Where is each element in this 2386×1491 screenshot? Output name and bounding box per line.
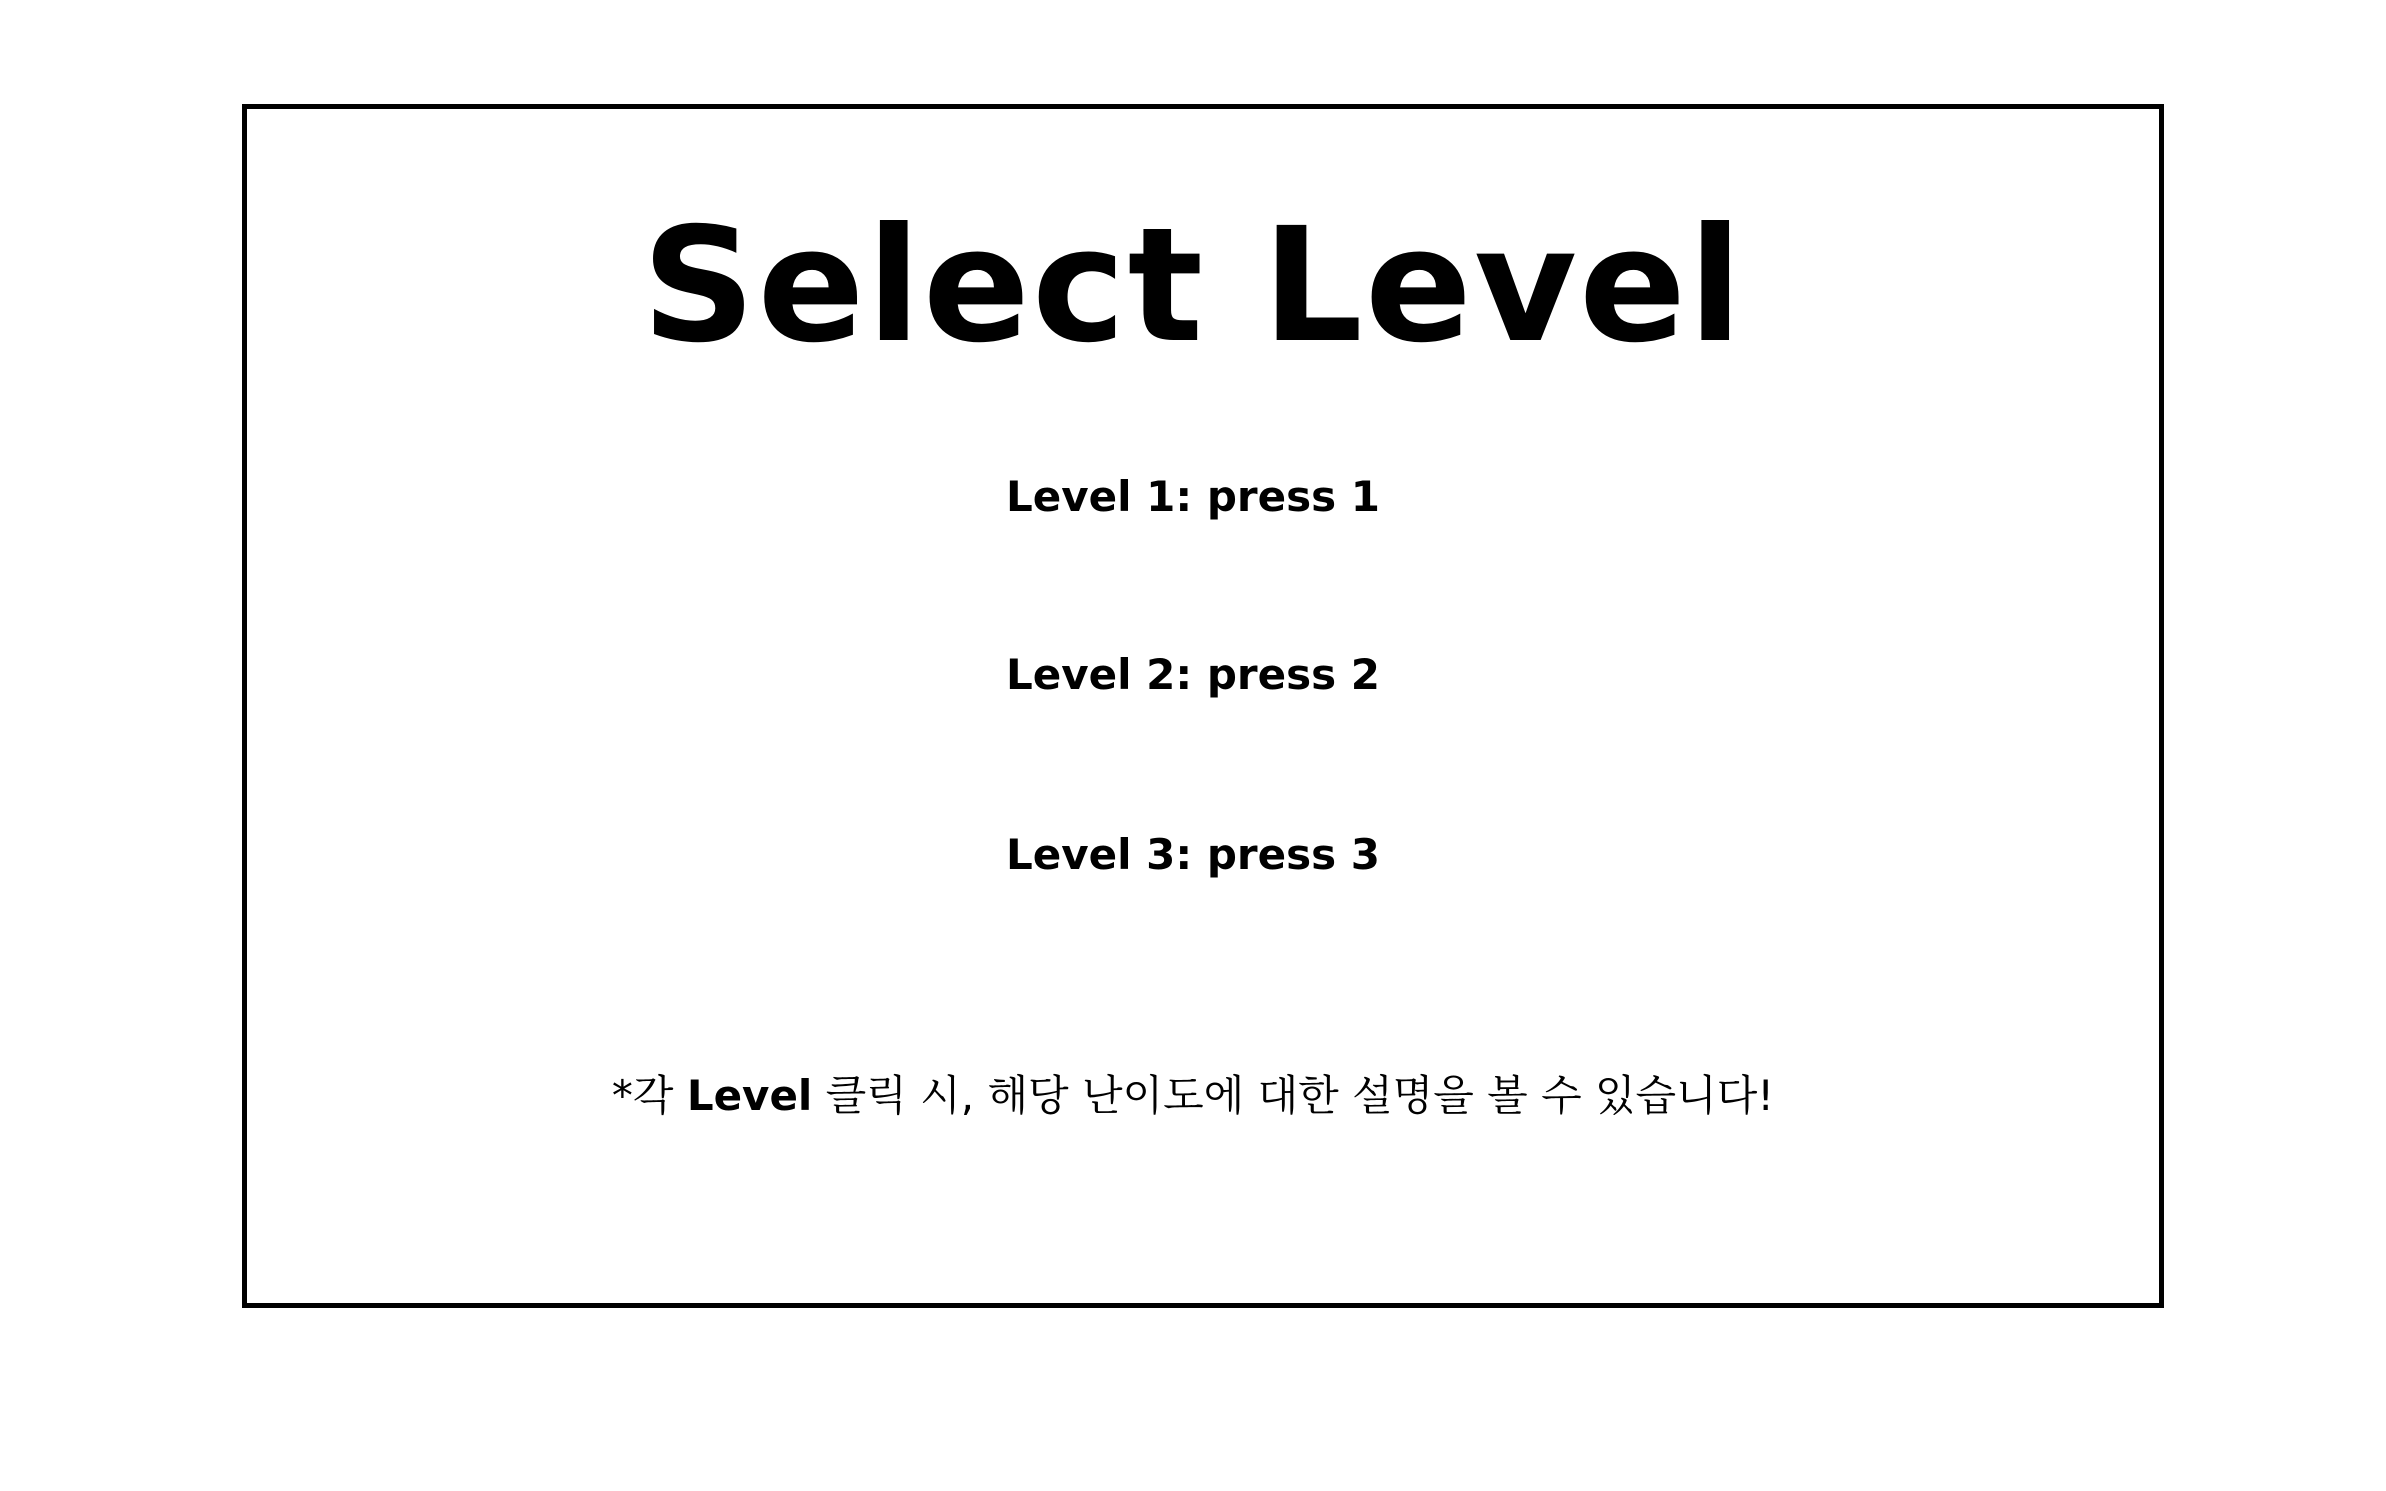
help-note — [0, 1066, 2386, 1126]
level-2-option[interactable]: Level 2: press 2 — [1006, 650, 1380, 699]
level-3-option[interactable]: Level 3: press 3 — [1006, 830, 1380, 879]
page-title: Select Level — [641, 194, 1745, 378]
help-note-prefix: *각 — [611, 1071, 687, 1120]
help-note-keyword: Level — [686, 1071, 813, 1120]
help-note-suffix: 클릭 시, 해당 난이도에 대한 설명을 볼 수 있습니다! — [812, 1071, 1775, 1120]
level-1-option[interactable]: Level 1: press 1 — [1006, 472, 1380, 521]
